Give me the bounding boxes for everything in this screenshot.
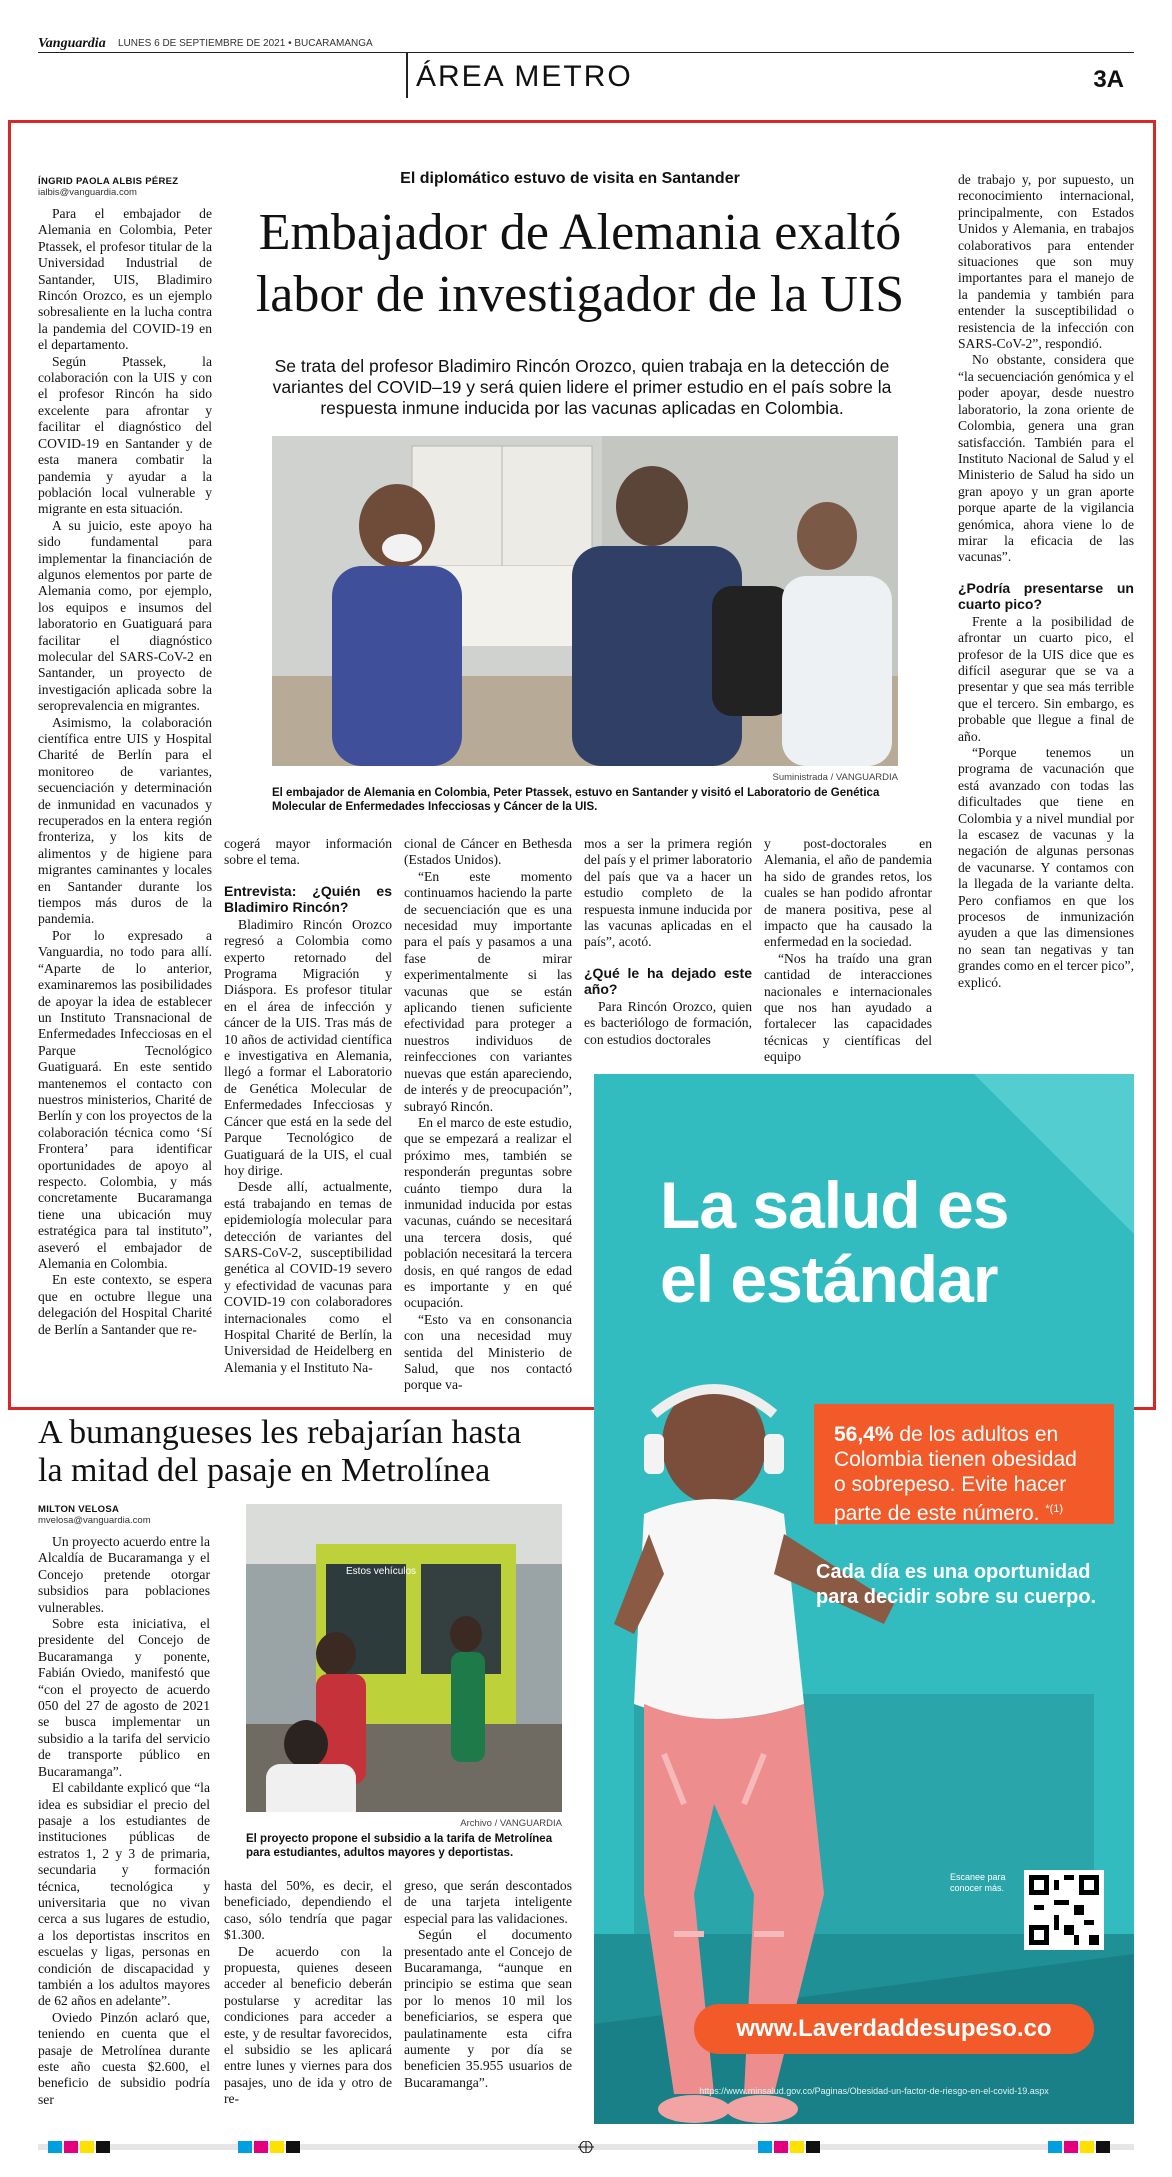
byline-name: MILTON VELOSA	[38, 1504, 120, 1515]
section-title: ÁREA METRO	[416, 60, 633, 93]
bus-sign-text: Estos vehículos	[346, 1566, 417, 1577]
article-col-2	[224, 836, 392, 1376]
ad-slogan: Cada día es una oportunidad para decidir sobre su cuerpo.	[816, 1561, 1097, 1608]
paragraph: cogerá mayor información sobre el tema.	[224, 836, 392, 868]
paragraph: hasta del 50%, es decir, el beneficiado, dependiendo el caso, sólo tendría que pagar $1.300.	[224, 1878, 392, 1943]
ad-headline-line-2: el estándar	[660, 1242, 998, 1316]
paragraph: Para Rincón Orozco, quien es bacteriólogo de formación, con estudios doctorales	[584, 998, 752, 1047]
metrolinea-photo	[246, 1504, 562, 1812]
paragraph: “Esto va en consonancia con una necesidad muy sentida del Ministerio de Salud, que nos contactó porque va-	[404, 1311, 572, 1393]
stat-box	[814, 1404, 1114, 1524]
paragraph: El cabildante explicó que “la idea es subsidiar el precio del pasaje a los estudiantes de instituciones públicas de estratos 1, 2 y 3 de primaria, secundaria y formación técnica, tecnológica y universitaria que no vivan cerca a sus lugares de estudio, a los deportistas inscritos en escuelas y ligas, personas en condición de discapacidad y también a los adultos mayores de 62 años en adelante”.	[38, 1780, 210, 2009]
page-header	[38, 34, 1134, 104]
qr-code-icon[interactable]	[1024, 1870, 1104, 1950]
paragraph: Sobre esta iniciativa, el presidente del Concejo de Bucaramanga y ponente, Fabián Oviedo, manifestó que “con el proyecto de acuerdo 050 del 27 de agosto de 2021 se busca implementar un subsidio a la tarifa del servicio de transporte público en Bucaramanga”.	[38, 1616, 210, 1779]
stat-text: de los adultos en Colombia tienen obesidad o sobrepeso. Evite hacer parte de este número.	[834, 1423, 1077, 1525]
photo-credit: Suministrada / VANGUARDIA	[772, 772, 898, 783]
stat-ref: *(1)	[1045, 1503, 1064, 1515]
byline-2	[38, 1504, 218, 1526]
article2-col-2	[224, 1878, 392, 2108]
ad-headline-line-1: La salud es	[660, 1168, 1009, 1242]
subhead-year: ¿Qué le ha dejado este año?	[584, 964, 752, 997]
stat-value: 56,4%	[834, 1423, 894, 1446]
subhead-interview: Entrevista: ¿Quién es Bladimiro Rincón?	[224, 882, 392, 915]
lab-photo	[272, 436, 898, 766]
paragraph: Bladimiro Rincón Orozco regresó a Colombia como experto retornado del Programa Migración y Diáspora. Es profesor titular en el área de infección y cáncer de la UIS. Tras más de 10 años de actividad científica e investigativa en Alemania, llegó a formar el Laboratorio de Genética Molecular de Enfermedades Infecciosas y Cáncer que está en la sede del Parque Tecnológico de Guatiguará de la UIS, el cual hoy dirige.	[224, 916, 392, 1178]
page-number: 3A	[1093, 66, 1124, 93]
article2-col-3	[404, 1878, 572, 2091]
paragraph: Desde allí, actualmente, está trabajando en temas de epidemiología molecular para detección de variantes del SARS-CoV-2, susceptibilidad genética al COVID-19 severo y efectividad de vacunas para COVID-19 con colaboradores internacionales como el Hospital Charité de Berlín, la Universidad de Heidelberg en Alemania y el Instituto Na-	[224, 1179, 392, 1375]
ad-url-button[interactable]: www.Laverdaddesupeso.co	[694, 2004, 1094, 2054]
paragraph: Según Ptassek, la colaboración con la UIS y con el profesor Rincón ha sido excelente para afrontar y facilitar el diagnóstico del COVID-19 en Santander y de esta manera combatir la pandemia y ayudar a la población local vulnerable y migrante en esta situación.	[38, 353, 212, 517]
paragraph: De acuerdo con la propuesta, quienes deseen acceder al beneficio deberán postularse y acreditar las condiciones para acceder a este, y de resultar favorecidos, el subsidio se les aplicará entre lunes y viernes para dos pasajes, uno de ida y otro de re-	[224, 1943, 392, 2107]
paragraph: “En este momento continuamos haciendo la parte de secuenciación que es una necesidad muy importante para el país y pasamos a una fase de mirar experimentalmente si las vacunas que se están aplicando tienen suficiente efectividad para proteger a nuestros individuos de reinfecciones con variantes nuevas que están apareciendo, de interés y de preocupación”, subrayó Rincón.	[404, 868, 572, 1114]
paragraph: greso, que serán descontados de una tarjeta inteligente especial para las validaciones.	[404, 1878, 572, 1926]
headline-2	[38, 1414, 598, 1490]
headline-2-line-2: la mitad del pasaje en Metrolínea	[38, 1452, 491, 1489]
lab-photo-illustration	[272, 436, 898, 766]
ad-headline	[660, 1168, 1009, 1316]
headline-2-line-1: A bumangueses les rebajarían hasta	[38, 1414, 522, 1451]
health-advertisement	[594, 1074, 1134, 2124]
byline	[38, 176, 218, 198]
headline-line-2: labor de investigador de la UIS	[255, 266, 905, 323]
headline-line-1: Embajador de Alemania exaltó	[258, 204, 902, 261]
article-col-5	[764, 836, 932, 1066]
deck: Se trata del profesor Bladimiro Rincón Orozco, quien trabaja en la detección de variantes del COVID–19 y será quien lidere el primer estudio en el país sobre la respuesta inmune inducida por las vacunas aplicadas en Colombia.	[272, 356, 892, 418]
paragraph: Oviedo Pinzón aclaró que, teniendo en cuenta que el pasaje de Metrolínea durante este año cuesta $2.600, el beneficio de subsidio podría ser	[38, 2009, 210, 2107]
date-line: LUNES 6 DE SEPTIEMBRE DE 2021 • BUCARAMANGA	[118, 38, 373, 49]
paragraph: A su juicio, este apoyo ha sido fundamental para implementar la financiación de algunos elementos por parte de Alemania como, por ejemplo, los equipos e insumos del laboratorio en Guatiguará para facilitar el diagnóstico molecular del SARS-CoV-2 en Santander, un proyecto de investigación aplicada sobre la seroprevalencia en migrantes.	[38, 517, 212, 714]
article-col-1	[38, 206, 212, 1338]
paragraph: En este contexto, se espera que en octubre llegue una delegación del Hospital Charité de Berlín a Santander que re-	[38, 1272, 212, 1337]
article-col-3	[404, 836, 572, 1394]
byline-email: ialbis@vanguardia.com	[38, 187, 137, 198]
print-color-bar	[38, 2140, 1134, 2152]
paragraph: “Nos ha traído una gran cantidad de interacciones nacionales e internacionales que nos han ayudado a fortalecer las capacidades técnicas y científicas del equipo	[764, 950, 932, 1065]
paragraph: Para el embajador de Alemania en Colombia, Peter Ptassek, el profesor titular de la Universidad Industrial de Santander, UIS, Bladimiro Rincón Orozco, es un ejemplo sobresaliente en la lucha contra la pandemia del COVID-19 en el departamento.	[38, 206, 212, 353]
paragraph: En el marco de este estudio, que se empezará a realizar el próximo mes, también se responderán preguntas sobre cuánto tiempo dura la inmunidad inducida por estas vacunas, cuándo se necesitará una tercera dosis, qué población necesitará la tercera dosis, en qué rangos de edad es importante y en qué ocupación.	[404, 1114, 572, 1311]
paragraph: No obstante, considera que “la secuenciación genómica y el poder apoyar, desde nuestro laboratorio, la zona oriente de Colombia, genera una gran satisfacción. También para el Instituto Nacional de Salud y el Ministerio de Salud ha sido un gran apoyo y un gran aporte porque aparte de la vigilancia genómica, ahora viene lo de mirar la eficacia de las vacunas”.	[958, 352, 1134, 565]
kicker: El diplomático estuvo de visita en Santander	[400, 170, 740, 187]
paragraph: cional de Cáncer en Bethesda (Estados Unidos).	[404, 836, 572, 868]
metrolinea-photo-illustration	[246, 1504, 562, 1812]
paragraph: Un proyecto acuerdo entre la Alcaldía de Bucaramanga y el Concejo pretende otorgar subsidios para poblaciones vulnerables.	[38, 1534, 210, 1615]
header-rule	[38, 52, 1134, 53]
byline-email: mvelosa@vanguardia.com	[38, 1515, 151, 1526]
scan-label: Escanee para conocer más.	[950, 1872, 1006, 1893]
paragraph: Por lo expresado a Vanguardia, no todo para allí. “Aparte de lo anterior, examinaremos las posibilidades de apoyar la idea de establecer un Instituto Transnacional de Enfermedades Infecciosas en el Parque Tecnológico Guatiguará. En este sentido mantenemos el contacto con nuestros ministerios, Charité de Berlín y con los proyectos de la colaboración técnica como ‘Sí Frontera’ para identificar oportunidades de apoyo al respecto. Colombia, y más concretamente Bucaramanga tiene una ubicación muy estratégica para tal instituto”, aseveró el embajador de Alemania en Colombia.	[38, 927, 212, 1271]
section-divider	[406, 52, 408, 98]
paragraph: y post-doctorales en Alemania, el año de pandemia ha sido de grandes retos, los cuales se han podido afrontar de manera positiva, pese al impacto que ha causado la enfermedad en la sociedad.	[764, 836, 932, 950]
masthead-logo: Vanguardia	[38, 36, 106, 51]
article-col-6	[958, 172, 1134, 991]
paragraph: de trabajo y, por supuesto, un reconocimiento internacional, principalmente, con Estados Unidos y Alemania, en trabajos colaborativos para entender situaciones que son muy importantes para el manejo de la pandemia y también para entender la susceptibilidad o resistencia de la infección con SARS-CoV-2”, respondió.	[958, 172, 1134, 352]
ad-source-url[interactable]: https://www.minsalud.gov.co/Paginas/Obesidad-un-factor-de-riesgo-en-el-covid-19.aspx	[699, 2086, 1049, 2096]
registration-marks	[38, 2141, 1134, 2153]
paragraph: Asimismo, la colaboración científica entre UIS y Hospital Charité de Berlín para el monitoreo de variantes, secuenciación y determinación de inmunidad en vacunados y recuperados en la entera región fronteriza, y los kits de alimentos y de higiene para migrantes caminantes y locales en Santander durante los tiempos más duros de la pandemia.	[38, 714, 212, 927]
article-col-4	[584, 836, 752, 1048]
paragraph: “Porque tenemos un programa de vacunación que está avanzado con todas las dificultades que tiene en Colombia y a nivel mundial por la escasez de vacunas y la negación de algunas personas de vacunarse. Y contamos con la llegada de la variante delta. Pero confiamos en que los procesos de inmunización ayuden a que las dimensiones no sean tan negativas y tan grandes como en el tercer pico”, explicó.	[958, 745, 1134, 990]
paragraph: Según el documento presentado ante el Concejo de Bucaramanga, “aunque en principio se estima que sean por lo menos 10 mil los beneficiarios, se espera que paulatinamente esta cifra aumente y por día se beneficien 35.955 usuarios de Bucaramanga”.	[404, 1927, 572, 2090]
paragraph: mos a ser la primera región del país y el primer laboratorio del país que va a hacer un estudio completo de la respuesta inmune inducida por las vacunas aplicadas en el país”, acotó.	[584, 836, 752, 950]
paragraph: Frente a la posibilidad de afrontar un cuarto pico, el profesor de la UIS dice que es difícil asegurar que se va a presentar y que sea más terrible que el tercero. Sin embargo, es probable que llegue a final de año.	[958, 613, 1134, 744]
photo-caption: El embajador de Alemania en Colombia, Peter Ptassek, estuvo en Santander y visitó el Laboratorio de Genética Molecular de Enfermedades Infecciosas y Cáncer de la UIS.	[272, 787, 880, 813]
photo-credit-2: Archivo / VANGUARDIA	[460, 1818, 562, 1829]
photo-caption-2: El proyecto propone el subsidio a la tarifa de Metrolínea para estudiantes, adultos mayores y deportistas.	[246, 1833, 553, 1859]
subhead-fourth-peak: ¿Podría presentarse un cuarto pico?	[958, 579, 1134, 612]
byline-name: ÍNGRID PAOLA ALBIS PÉREZ	[38, 176, 179, 187]
headline	[230, 202, 930, 326]
article2-col-1	[38, 1534, 210, 2108]
